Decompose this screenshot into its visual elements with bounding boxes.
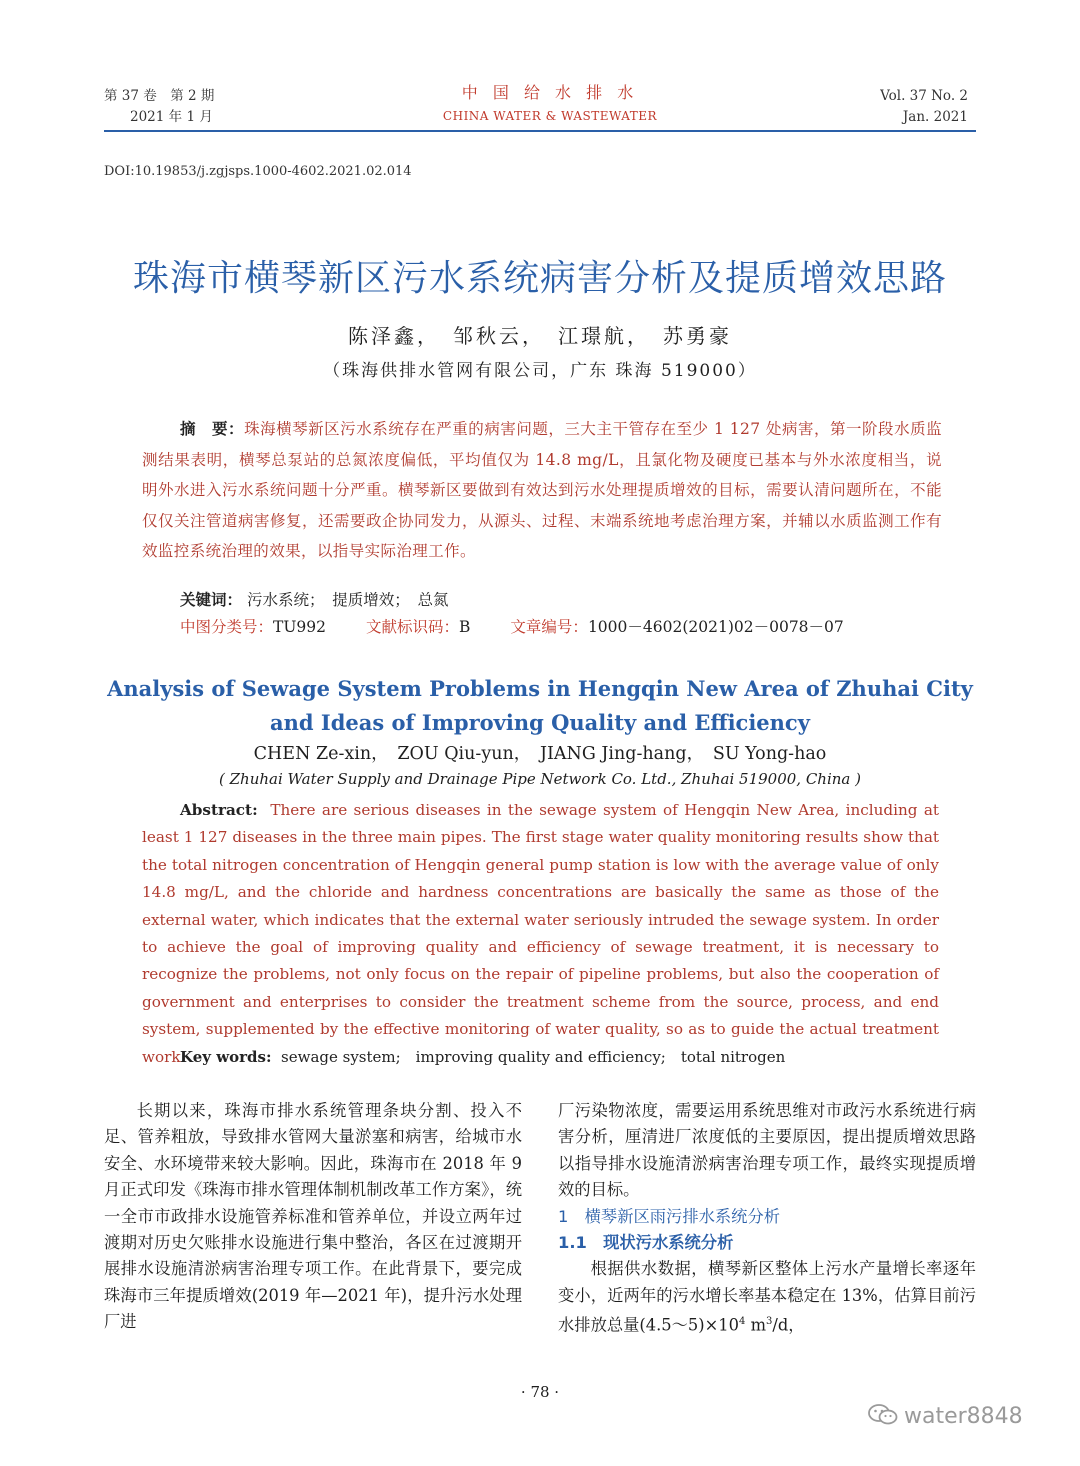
keywords-cn-text: 污水系统； 提质增效； 总氮 bbox=[246, 591, 449, 609]
header-divider bbox=[104, 130, 976, 132]
doi: DOI:10.19853/j.zgjsps.1000-4602.2021.02.014 bbox=[104, 164, 412, 179]
body-paragraph: 长期以来，珠海市排水系统管理条块分割、投入不足、管养粗放，导致排水管网大量淤塞和病害，给城市水安全、水环境带来较大影响。因此，珠海市在 2018 年 9 月正式印发《珠海市排水管理体制机制改革工作方案》，统一全市市政排水设施管养标准和管养单位，并设立两年过渡期对历史欠账排水设施进行集中整治，各区在过渡期开展排水设施清淤病害治理专项工作。在此背景下，要完成珠海市三年提质增效(2019 年—2021 年)，提升污水处理厂进 bbox=[104, 1101, 522, 1332]
title-cn: 珠海市横琴新区污水系统病害分析及提质增效思路 bbox=[132, 258, 947, 299]
keywords-cn bbox=[180, 588, 448, 610]
superscript-3: 3 bbox=[766, 1316, 773, 1328]
authors-cn: 陈泽鑫， 邹秋云， 江璟航， 苏勇豪 bbox=[348, 324, 732, 348]
wechat-icon bbox=[868, 1404, 898, 1424]
journal-name-en: CHINA WATER & WASTEWATER bbox=[442, 109, 658, 123]
superscript-4: 4 bbox=[739, 1316, 746, 1328]
running-header-journal bbox=[400, 82, 700, 126]
journal-name-cn: 中 国 给 水 排 水 bbox=[461, 83, 639, 102]
body-paragraph: 厂污染物浓度，需要运用系统思维对市政污水系统进行病害分析，厘清进厂浓度低的主要原因，提出提质增效思路以指导排水设施清淤病害治理专项工作，最终实现提质增效的目标。 bbox=[558, 1101, 976, 1200]
unit-per-day: /d， bbox=[772, 1315, 805, 1335]
page-number: · 78 · bbox=[520, 1383, 560, 1401]
abstract-en-label: Abstract: bbox=[180, 801, 258, 819]
watermark-text: water8848 bbox=[904, 1404, 1023, 1429]
keywords-en-text: sewage system; improving quality and efficiency; total nitrogen bbox=[281, 1048, 786, 1066]
abstract-cn-label: 摘 要： bbox=[180, 420, 245, 438]
clc-value: TU992 bbox=[273, 618, 327, 636]
keywords-en-label: Key words: bbox=[180, 1048, 272, 1066]
doc-code-value: B bbox=[459, 618, 471, 636]
date-en: Jan. 2021 bbox=[902, 109, 968, 125]
volume-issue-en: Vol. 37 No. 2 bbox=[880, 88, 968, 104]
abstract-en bbox=[142, 797, 939, 1071]
article-number-label: 文章编号： bbox=[510, 618, 588, 636]
title-en: Analysis of Sewage System Problems in Hengqin New Area of Zhuhai City and Ideas of Improving Quality and Efficiency bbox=[107, 676, 973, 735]
body-right-column bbox=[558, 1098, 976, 1339]
affiliation-en: ( Zhuhai Water Supply and Drainage Pipe Network Co. Ltd., Zhuhai 519000, China ) bbox=[219, 770, 861, 788]
section-heading-1-1: 1.1 现状污水系统分析 bbox=[558, 1233, 734, 1253]
unit-text: m bbox=[745, 1315, 767, 1335]
article-number-value: 1000－4602(2021)02－0078－07 bbox=[587, 618, 844, 636]
body-left-column bbox=[104, 1098, 522, 1336]
date-cn: 2021 年 1 月 bbox=[130, 109, 213, 125]
volume-issue-cn: 第 37 卷 第 2 期 bbox=[104, 88, 215, 104]
affiliation-cn: （珠海供排水管网有限公司，广东 珠海 519000） bbox=[323, 361, 757, 381]
running-header-left bbox=[104, 86, 214, 128]
section-heading-1: 1 横琴新区雨污排水系统分析 bbox=[558, 1206, 781, 1226]
body-paragraph bbox=[558, 1256, 976, 1339]
watermark bbox=[868, 1404, 1023, 1429]
clc-label: 中图分类号： bbox=[180, 618, 274, 636]
abstract-cn bbox=[142, 414, 942, 567]
abstract-en-text: There are serious diseases in the sewage system of Hengqin New Area, including at least 1 127 diseases in the three main pipes. The first stage water quality monitoring results show that the total nitrogen concentration of Hengqin general pump station is low with the average value of only 14.8 mg/L, and the chloride and hardness concentrations are basically the same as those of the external water, which indicates that the external water seriously intruded the sewage system. In order to achieve the goal of improving quality and efficiency of sewage treatment, it is necessary to recognize the problems, not only focus on the repair of pipeline problems, but also the cooperation of government and enterprises to consider the treatment scheme from the source, process, and end system, supplemented by the effective monitoring of water quality, so as to guide the actual treatment work. bbox=[142, 801, 939, 1066]
keywords-cn-label: 关键词： bbox=[180, 591, 243, 609]
running-header-right bbox=[880, 86, 968, 128]
authors-en: CHEN Ze-xin， ZOU Qiu-yun， JIANG Jing-hang， SU Yong-hao bbox=[253, 744, 827, 764]
keywords-en bbox=[180, 1046, 785, 1067]
doc-code-label: 文献标识码： bbox=[366, 618, 460, 636]
abstract-cn-text: 珠海横琴新区污水系统存在严重的病害问题，三大主干管存在至少 1 127 处病害，第一阶段水质监测结果表明，横琴总泵站的总氮浓度偏低，平均值仅为 14.8 mg/L，且氯化物及硬度已基本与外水浓度相当，说明外水进入污水系统问题十分严重。横琴新区要做到有效达到污水处理提质增效的目标，需要认清问题所在，不能仅仅关注管道病害修复，还需要政企协同发力，从源头、过程、末端系统地考虑治理方案，并辅以水质监测工作有效监控系统治理的效果，以指导实际治理工作。 bbox=[142, 420, 943, 560]
classification-row bbox=[180, 615, 844, 637]
paragraph-text: 根据供水数据，横琴新区整体上污水产量增长率逐年变小，近两年的污水增长率基本稳定在 13%，估算目前污水排放总量(4.5～5)×10 bbox=[558, 1259, 976, 1335]
